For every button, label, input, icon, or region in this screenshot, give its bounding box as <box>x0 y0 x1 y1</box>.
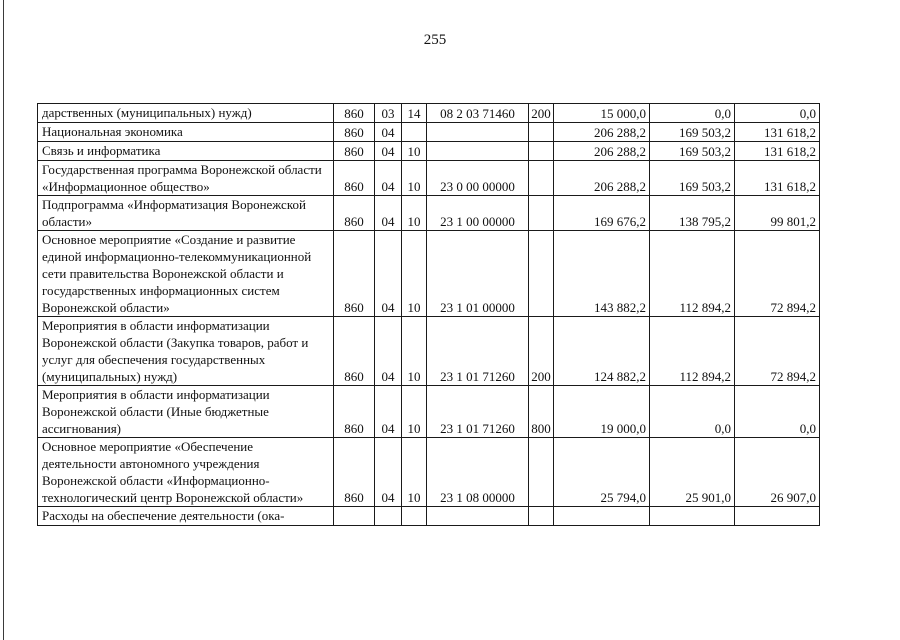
expense-type-code <box>529 507 554 526</box>
section-code: 04 <box>375 438 402 507</box>
subsection-code <box>402 123 427 142</box>
budget-table <box>37 103 820 526</box>
expense-type-code: 800 <box>529 386 554 438</box>
target-article-code: 23 1 01 00000 <box>427 231 529 317</box>
amount-year-1 <box>554 507 650 526</box>
amount-year-2: 169 503,2 <box>650 142 735 161</box>
expense-type-code <box>529 161 554 196</box>
table-row <box>38 438 820 507</box>
amount-year-2 <box>650 507 735 526</box>
table-row <box>38 231 820 317</box>
amount-year-2: 112 894,2 <box>650 231 735 317</box>
section-code: 03 <box>375 104 402 123</box>
target-article-code: 23 1 01 71260 <box>427 317 529 386</box>
target-article-code: 08 2 03 71460 <box>427 104 529 123</box>
amount-year-3: 0,0 <box>735 386 820 438</box>
amount-year-3: 99 801,2 <box>735 196 820 231</box>
ministry-code: 860 <box>334 231 375 317</box>
target-article-code: 23 1 00 00000 <box>427 196 529 231</box>
subsection-code: 10 <box>402 231 427 317</box>
row-name: дарственных (муниципальных) нужд) <box>38 104 334 123</box>
row-name: Расходы на обеспечение деятельности (ока- <box>38 507 334 526</box>
expense-type-code <box>529 123 554 142</box>
table-row <box>38 161 820 196</box>
scan-left-edge-line <box>3 0 4 640</box>
expense-type-code: 200 <box>529 317 554 386</box>
subsection-code: 10 <box>402 142 427 161</box>
table-row <box>38 507 820 526</box>
table-row <box>38 104 820 123</box>
amount-year-3: 131 618,2 <box>735 161 820 196</box>
amount-year-3: 72 894,2 <box>735 231 820 317</box>
amount-year-1: 169 676,2 <box>554 196 650 231</box>
section-code <box>375 507 402 526</box>
subsection-code: 10 <box>402 161 427 196</box>
target-article-code: 23 0 00 00000 <box>427 161 529 196</box>
amount-year-3 <box>735 507 820 526</box>
section-code: 04 <box>375 161 402 196</box>
row-name: Основное мероприятие «Создание и развитие единой информационно-телекоммуникационной сети правительства Воронежской области и государственных информационных систем Воронежской области» <box>38 231 334 317</box>
ministry-code: 860 <box>334 196 375 231</box>
section-code: 04 <box>375 386 402 438</box>
section-code: 04 <box>375 123 402 142</box>
target-article-code <box>427 142 529 161</box>
amount-year-3: 0,0 <box>735 104 820 123</box>
subsection-code <box>402 507 427 526</box>
expense-type-code <box>529 231 554 317</box>
amount-year-2: 0,0 <box>650 104 735 123</box>
ministry-code: 860 <box>334 142 375 161</box>
table-row <box>38 196 820 231</box>
ministry-code: 860 <box>334 123 375 142</box>
amount-year-2: 25 901,0 <box>650 438 735 507</box>
table-row <box>38 142 820 161</box>
row-name: Основное мероприятие «Обеспечение деятельности автономного учреждения Воронежской области «Информационно-технологический центр Воронежской области» <box>38 438 334 507</box>
amount-year-3: 26 907,0 <box>735 438 820 507</box>
page-number: 255 <box>423 32 447 48</box>
amount-year-2: 0,0 <box>650 386 735 438</box>
table-row <box>38 123 820 142</box>
amount-year-1: 206 288,2 <box>554 142 650 161</box>
subsection-code: 14 <box>402 104 427 123</box>
table-row <box>38 386 820 438</box>
expense-type-code <box>529 196 554 231</box>
amount-year-3: 131 618,2 <box>735 142 820 161</box>
subsection-code: 10 <box>402 386 427 438</box>
subsection-code: 10 <box>402 196 427 231</box>
section-code: 04 <box>375 231 402 317</box>
row-name: Подпрограмма «Информатизация Воронежской области» <box>38 196 334 231</box>
expense-type-code <box>529 438 554 507</box>
expense-type-code: 200 <box>529 104 554 123</box>
subsection-code: 10 <box>402 438 427 507</box>
amount-year-2: 138 795,2 <box>650 196 735 231</box>
row-name: Мероприятия в области информатизации Воронежской области (Закупка товаров, работ и услуг для обеспечения государственных (муниципальных) нужд) <box>38 317 334 386</box>
expense-type-code <box>529 142 554 161</box>
target-article-code: 23 1 01 71260 <box>427 386 529 438</box>
amount-year-3: 72 894,2 <box>735 317 820 386</box>
target-article-code: 23 1 08 00000 <box>427 438 529 507</box>
ministry-code: 860 <box>334 104 375 123</box>
target-article-code <box>427 123 529 142</box>
ministry-code: 860 <box>334 386 375 438</box>
row-name: Государственная программа Воронежской области «Информационное общество» <box>38 161 334 196</box>
amount-year-1: 19 000,0 <box>554 386 650 438</box>
section-code: 04 <box>375 317 402 386</box>
amount-year-2: 169 503,2 <box>650 123 735 142</box>
amount-year-1: 206 288,2 <box>554 123 650 142</box>
table-row <box>38 317 820 386</box>
ministry-code: 860 <box>334 317 375 386</box>
row-name: Мероприятия в области информатизации Воронежской области (Иные бюджетные ассигнования) <box>38 386 334 438</box>
ministry-code: 860 <box>334 161 375 196</box>
section-code: 04 <box>375 142 402 161</box>
amount-year-2: 169 503,2 <box>650 161 735 196</box>
row-name: Связь и информатика <box>38 142 334 161</box>
section-code: 04 <box>375 196 402 231</box>
amount-year-1: 206 288,2 <box>554 161 650 196</box>
subsection-code: 10 <box>402 317 427 386</box>
amount-year-1: 15 000,0 <box>554 104 650 123</box>
amount-year-1: 124 882,2 <box>554 317 650 386</box>
amount-year-3: 131 618,2 <box>735 123 820 142</box>
ministry-code: 860 <box>334 438 375 507</box>
amount-year-2: 112 894,2 <box>650 317 735 386</box>
amount-year-1: 143 882,2 <box>554 231 650 317</box>
target-article-code <box>427 507 529 526</box>
amount-year-1: 25 794,0 <box>554 438 650 507</box>
row-name: Национальная экономика <box>38 123 334 142</box>
ministry-code <box>334 507 375 526</box>
